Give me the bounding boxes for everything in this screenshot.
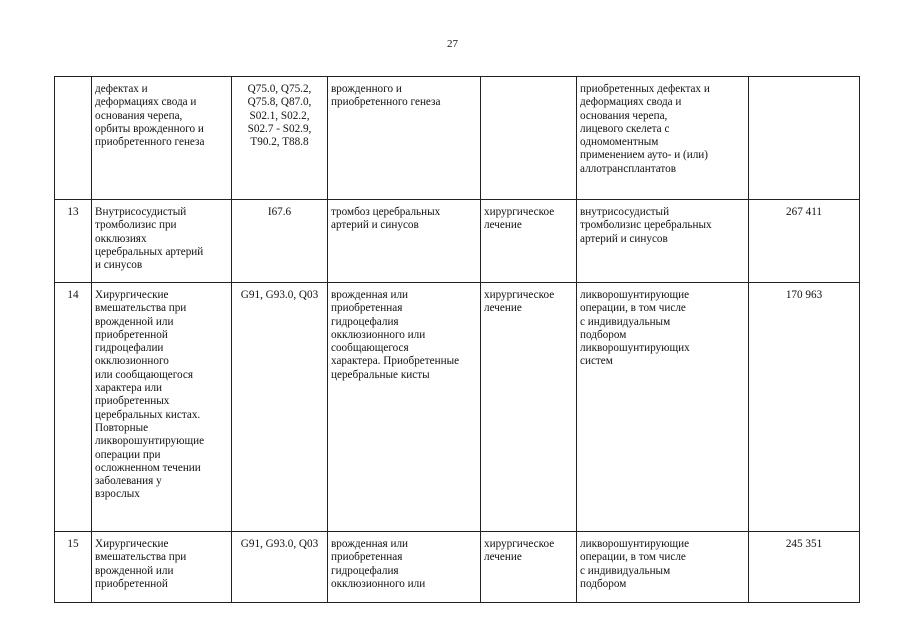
treatment-method-line: систем — [580, 355, 613, 368]
treatment-type-line: хирургическое — [484, 289, 555, 301]
price-cell: 170 963 — [749, 283, 860, 532]
treatment-type-cell — [481, 200, 577, 283]
procedure-name-cell — [92, 283, 232, 532]
treatment-method-line: операции, в том числе — [580, 302, 686, 315]
price-cell: 267 411 — [749, 200, 860, 283]
diagnosis-line: врожденная или — [331, 538, 409, 550]
procedure-name-line: окклюзиях — [95, 232, 147, 245]
procedure-name-line: ликворошунтирующие — [95, 435, 205, 448]
treatment-method-line: с индивидуальным — [580, 315, 671, 328]
procedure-name-line: вмешательства при — [95, 302, 187, 315]
icd-codes-line: T90.2, T88.8 — [250, 136, 309, 149]
procedure-name-line: вмешательства при — [95, 551, 187, 564]
treatment-method-line: тромболизис церебральных — [580, 219, 712, 232]
treatment-type-cell — [481, 283, 577, 532]
treatment-method-cell — [577, 77, 749, 200]
treatment-method-line: внутрисосудистый — [580, 206, 670, 218]
procedure-name-line: орбиты врожденного и — [95, 122, 204, 135]
page-number: 27 — [447, 38, 458, 50]
procedure-name-cell — [92, 200, 232, 283]
icd-codes-line: G91, G93.0, Q03 — [240, 538, 319, 550]
procedure-name-line: операции при — [95, 448, 161, 461]
treatment-method-line: артерий и синусов — [580, 232, 668, 245]
procedure-name-line: приобретенного генеза — [95, 136, 205, 149]
procedure-name-line: основания черепа, — [95, 109, 183, 122]
diagnosis-line: церебральные кисты — [331, 368, 430, 381]
treatment-method-line: операции, в том числе — [580, 551, 686, 564]
price-cell — [749, 77, 860, 200]
diagnosis-line: окклюзионного или — [331, 328, 426, 341]
diagnosis-line: характера. Приобретенные — [331, 355, 460, 368]
treatment-method-cell — [577, 532, 749, 603]
treatment-type-line: хирургическое — [484, 538, 555, 550]
procedure-name-line: дефектах и — [95, 83, 148, 95]
procedure-name-line: церебральных артерий — [95, 245, 204, 258]
treatment-method-line: подбором — [580, 328, 627, 341]
table-row — [55, 77, 860, 200]
treatment-method-line: деформациях свода и — [580, 96, 682, 109]
icd-codes-cell — [232, 532, 328, 603]
procedure-name-line: характера или — [95, 382, 163, 395]
icd-codes-line: I67.6 — [267, 206, 292, 218]
procedure-name-line: церебральных кистах. — [95, 408, 201, 421]
diagnosis-line: гидроцефалия — [331, 564, 399, 577]
procedure-name-cell — [92, 532, 232, 603]
treatment-method-line: приобретенных дефектах и — [580, 83, 710, 95]
treatment-method-line: основания черепа, — [580, 109, 668, 122]
diagnosis-line: тромбоз церебральных — [331, 206, 441, 218]
icd-codes-line: Q75.0, Q75.2, — [247, 83, 312, 95]
table-row — [55, 200, 860, 283]
diagnosis-line: окклюзионного или — [331, 577, 426, 590]
treatment-method-line: с индивидуальным — [580, 564, 671, 577]
treatment-type-line: лечение — [484, 302, 522, 315]
treatment-method-line: ликворошунтирующих — [580, 342, 690, 355]
diagnosis-line: приобретенная — [331, 551, 403, 564]
icd-codes-line: Q75.8, Q87.0, — [247, 96, 312, 109]
price-cell: 245 351 — [749, 532, 860, 603]
procedure-name-line: и синусов — [95, 259, 143, 272]
treatment-type-line: лечение — [484, 219, 522, 232]
procedure-name-line: Внутрисосудистый — [95, 206, 187, 218]
diagnosis-cell — [328, 532, 481, 603]
diagnosis-line: гидроцефалия — [331, 315, 399, 328]
treatment-type-cell — [481, 77, 577, 200]
treatment-method-line: аллотрансплантатов — [580, 162, 677, 175]
icd-codes-line: S02.1, S02.2, — [249, 109, 310, 122]
icd-codes-cell — [232, 283, 328, 532]
diagnosis-line: врожденная или — [331, 289, 409, 301]
procedure-name-line: тромболизис при — [95, 219, 177, 232]
treatment-method-line: ликворошунтирующие — [580, 538, 690, 550]
treatment-type-cell — [481, 532, 577, 603]
diagnosis-line: приобретенная — [331, 302, 403, 315]
treatment-type-line: хирургическое — [484, 206, 555, 218]
procedure-name-line: взрослых — [95, 488, 140, 501]
diagnosis-line: сообщающегося — [331, 342, 409, 355]
treatment-method-line: применением ауто- и (или) — [580, 149, 709, 162]
procedure-name-line: Хирургические — [95, 538, 169, 550]
treatment-type-line: лечение — [484, 551, 522, 564]
diagnosis-line: врожденного и — [331, 83, 402, 95]
diagnosis-line: артерий и синусов — [331, 219, 419, 232]
procedure-name-line: приобретенных — [95, 395, 170, 408]
procedure-name-line: врожденной или — [95, 564, 174, 577]
procedure-name-line: Повторные — [95, 421, 149, 434]
diagnosis-line: приобретенного генеза — [331, 96, 441, 109]
icd-codes-line: S02.7 - S02.9, — [247, 122, 312, 135]
treatment-method-cell — [577, 200, 749, 283]
procedure-name-line: заболевания у — [95, 475, 162, 488]
treatment-method-line: подбором — [580, 577, 627, 590]
procedure-name-line: деформациях свода и — [95, 96, 197, 109]
row-number-cell — [55, 77, 92, 200]
row-number-cell: 15 — [55, 532, 92, 603]
treatment-method-line: одномоментным — [580, 136, 659, 149]
row-number-cell: 13 — [55, 200, 92, 283]
procedure-name-line: гидроцефалии — [95, 342, 164, 355]
treatment-method-cell — [577, 283, 749, 532]
icd-codes-cell — [232, 200, 328, 283]
table-row — [55, 532, 860, 603]
procedure-name-line: осложненном течении — [95, 461, 201, 474]
procedure-name-line: окклюзионного — [95, 355, 169, 368]
row-number-cell: 14 — [55, 283, 92, 532]
treatment-method-line: лицевого скелета с — [580, 122, 670, 135]
diagnosis-cell — [328, 77, 481, 200]
diagnosis-cell — [328, 200, 481, 283]
procedure-name-line: или сообщающегося — [95, 368, 194, 381]
icd-codes-cell — [232, 77, 328, 200]
procedure-name-line: врожденной или — [95, 315, 174, 328]
medical-procedures-table — [54, 76, 860, 603]
procedure-name-line: Хирургические — [95, 289, 169, 301]
procedure-name-line: приобретенной — [95, 328, 168, 341]
procedure-name-cell — [92, 77, 232, 200]
table-row — [55, 283, 860, 532]
procedure-name-line: приобретенной — [95, 577, 168, 590]
diagnosis-cell — [328, 283, 481, 532]
icd-codes-line: G91, G93.0, Q03 — [240, 289, 319, 301]
treatment-method-line: ликворошунтирующие — [580, 289, 690, 301]
